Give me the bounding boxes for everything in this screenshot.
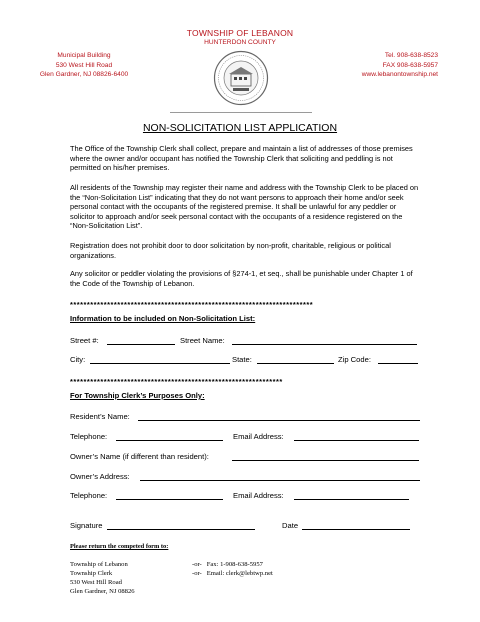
paragraph-intro: The Office of the Township Clerk shall collect, prepare and maintain a list of addresses of those premises where the owner and/or occupant has notified the Township Clerk that soliciting and peddling is not permitted on his/her premises. — [70, 144, 413, 172]
return-address — [70, 560, 135, 596]
owners-address-field[interactable] — [140, 472, 420, 481]
county-name: HUNTERDON COUNTY — [204, 39, 276, 46]
separator-stars: ************************************************************************ — [70, 300, 314, 309]
municipal-address — [29, 51, 139, 80]
city-field[interactable] — [90, 355, 230, 364]
owners-name-row — [70, 452, 420, 463]
info-section-heading: Information to be included on Non-Solicitation List: — [70, 314, 256, 323]
owners-address-row — [70, 472, 420, 483]
website-line: www.lebanontownship.net — [361, 71, 438, 78]
street-name-label: Street Name: — [180, 336, 225, 345]
email-label: Email Address: — [233, 491, 284, 500]
return-address-line: Glen Gardner, NJ 08826 — [70, 588, 135, 595]
township-name: TOWNSHIP OF LEBANON — [186, 28, 294, 38]
signature-field[interactable] — [107, 521, 255, 530]
residents-name-field[interactable] — [138, 412, 420, 421]
fax-option: -or- Fax: 1-908-638-5957 — [192, 561, 263, 568]
signature-row — [70, 521, 420, 532]
clerk-section-heading: For Township Clerk’s Purposes Only: — [70, 391, 205, 400]
email-field[interactable] — [294, 432, 419, 441]
owners-address-label: Owner’s Address: — [70, 472, 130, 481]
residents-name-row — [70, 412, 420, 423]
city-label: City: — [70, 355, 86, 364]
date-field[interactable] — [302, 521, 410, 530]
email-field-2[interactable] — [294, 491, 409, 500]
alternate-contacts — [192, 560, 273, 578]
zip-code-label: Zip Code: — [338, 355, 371, 364]
date-label: Date — [282, 521, 299, 530]
owners-name-label: Owner’s Name (if different than resident): — [70, 452, 209, 461]
header-divider — [170, 112, 312, 113]
state-label: State: — [232, 355, 252, 364]
return-address-line: Township Clerk — [70, 570, 113, 577]
paragraph-penalty: Any solicitor or peddler violating the provisions of §274-1, et seq., shall be punishable under Chapter 1 of the Code of the Township of Lebanon. — [70, 269, 413, 288]
page-title: NON-SOLICITATION LIST APPLICATION — [142, 122, 338, 134]
street-number-label: Street #: — [70, 336, 99, 345]
address-line: Municipal Building — [57, 52, 111, 59]
city-row — [70, 355, 420, 366]
street-name-field[interactable] — [232, 336, 417, 345]
state-field[interactable] — [257, 355, 334, 364]
telephone-line: Tel. 908-638-8523 — [384, 52, 438, 59]
return-instructions-heading: Please return the competed form to: — [70, 543, 169, 550]
address-line: Glen Gardner, NJ 08826-6400 — [39, 71, 129, 78]
telephone-field[interactable] — [116, 432, 223, 441]
return-address-line: 530 West Hill Road — [70, 579, 122, 586]
residents-name-label: Resident’s Name: — [70, 412, 130, 421]
telephone-row — [70, 432, 420, 443]
zip-code-field[interactable] — [378, 355, 418, 364]
address-line: 530 West Hill Road — [55, 61, 113, 69]
telephone-field-2[interactable] — [116, 491, 223, 500]
signature-label: Signature — [70, 521, 103, 530]
telephone-row-2 — [70, 491, 420, 502]
contact-info — [362, 51, 438, 80]
telephone-label: Telephone: — [70, 491, 108, 500]
street-number-field[interactable] — [107, 336, 175, 345]
email-label: Email Address: — [233, 432, 284, 441]
separator-stars: *************************************************************** — [70, 377, 283, 386]
email-option: -or- Email: clerk@lebtwp.net — [192, 570, 273, 577]
telephone-label: Telephone: — [70, 432, 108, 441]
fax-line: FAX 908-638-5957 — [382, 61, 438, 69]
return-address-line: Township of Lebanon — [70, 561, 128, 568]
township-seal-icon — [213, 50, 269, 106]
owners-name-field[interactable] — [232, 452, 419, 461]
paragraph-residents: All residents of the Township may register their name and address with the Township Clerk to be placed on the “Non-Solicitation List” indicating that they do not want persons to approach their home and/or seek personal contact with the occupants of the registered premise. It shall be unlawful for any peddler or solicitor to approach and/or seek personal contact with the occupants of a residence registered on the “Non-Solicitation List”. — [70, 183, 419, 230]
paragraph-exemptions: Registration does not prohibit door to door solicitation by non-profit, charitable, religious or political organizations. — [70, 241, 391, 260]
street-row — [70, 336, 420, 347]
